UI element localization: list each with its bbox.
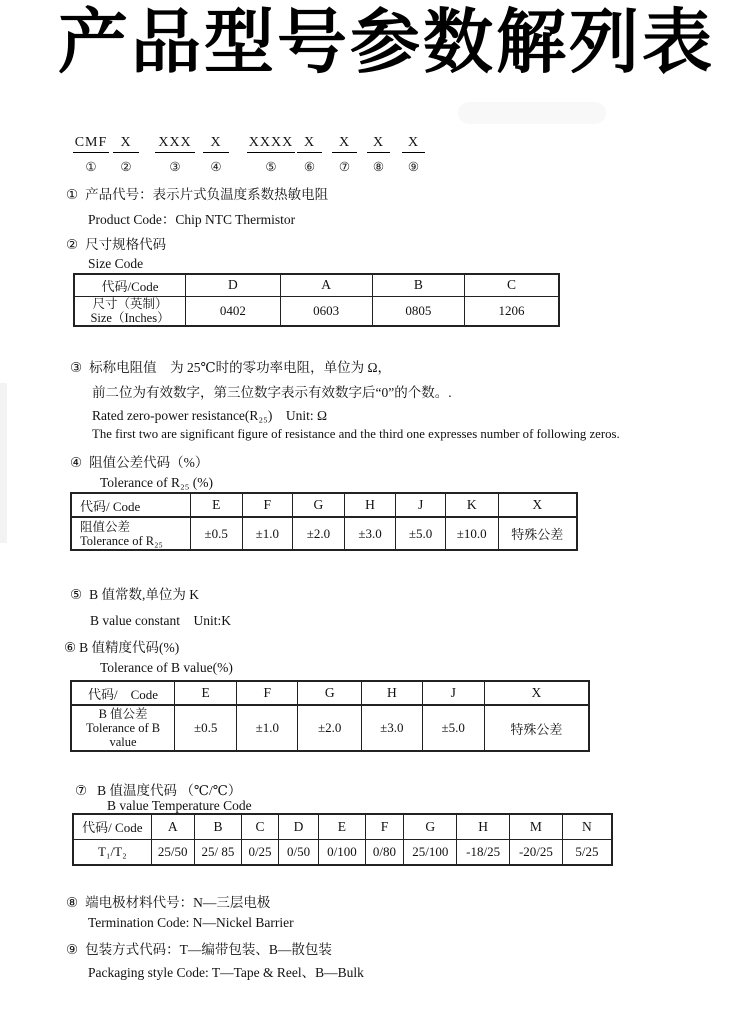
label-line: Size（Inches） <box>90 310 170 325</box>
section-9-cn <box>66 938 332 958</box>
table-header-cell: G <box>298 681 362 705</box>
table-cell: ±3.0 <box>362 705 423 751</box>
table-header-cell: G <box>404 814 457 839</box>
section-text: B 值常数,单位为 K <box>89 587 199 602</box>
section-7-en <box>107 798 252 814</box>
section-text: B 值精度代码(%) <box>79 640 180 655</box>
pn-code: X <box>203 134 229 153</box>
table-cell: ±3.0 <box>344 517 396 550</box>
b-tolerance-table <box>70 680 590 752</box>
pn-segment <box>155 134 195 174</box>
table-cell: 0/50 <box>278 839 318 865</box>
section-6-cn <box>64 636 179 656</box>
section-text: 产品代号：表示片式负温度系数热敏电阻 <box>85 187 329 202</box>
section-text: B 值温度代码 （℃/℃） <box>97 783 242 798</box>
table-cell: -20/25 <box>510 839 563 865</box>
table-header-cell: H <box>344 493 396 517</box>
table-header-cell: B <box>194 814 241 839</box>
table-header-cell: E <box>175 681 237 705</box>
section-text: Tolerance of B value(%) <box>100 660 233 675</box>
pn-segment <box>332 134 357 174</box>
table-cell: 0805 <box>372 296 464 326</box>
circled-number: ⑦ <box>75 783 88 798</box>
table-cell: 25/ 85 <box>194 839 241 865</box>
section-4-en <box>100 475 213 491</box>
table-row <box>73 839 612 865</box>
table-header-cell: E <box>319 814 365 839</box>
table-header-cell: M <box>510 814 563 839</box>
pn-segment <box>113 134 139 174</box>
table-header-cell: 代码/Code <box>74 274 186 296</box>
circled-number: ⑥ <box>64 640 77 655</box>
label-line: 尺寸（英制） <box>92 296 168 311</box>
pn-code: X <box>113 134 139 153</box>
section-7-cn <box>75 779 241 799</box>
table-label-cell <box>74 296 186 326</box>
circled-number: ① <box>66 187 79 202</box>
table-label-cell <box>71 517 190 550</box>
table-cell: 25/50 <box>151 839 194 865</box>
section-8-en <box>88 915 294 931</box>
section-3-cn2 <box>92 381 452 401</box>
part-number-diagram <box>73 134 425 174</box>
pn-circled-number: ⑤ <box>265 160 277 174</box>
table-header-cell: B <box>372 274 464 296</box>
section-text: 包装方式代码：T—编带包装、B—散包装 <box>85 942 332 957</box>
label-line: 阻值公差 <box>80 519 131 534</box>
size-code-table <box>73 273 560 327</box>
section-text: The first two are significant figure of resistance and the third one expresses number of following zeros. <box>92 427 620 441</box>
table-cell: ±5.0 <box>422 705 484 751</box>
table-header-cell: 代码/ Code <box>71 681 175 705</box>
table-header-cell: K <box>445 493 498 517</box>
section-text: B value constant Unit:K <box>90 613 231 628</box>
section-text: 阻值公差代码（%） <box>89 455 209 470</box>
label-line: Tolerance of R₂₅ <box>80 533 163 548</box>
table-header-row <box>71 493 577 517</box>
table-header-cell: E <box>190 493 242 517</box>
table-header-cell: A <box>280 274 372 296</box>
table-header-cell: X <box>484 681 589 705</box>
pn-code: XXXX <box>247 134 295 153</box>
section-9-en <box>88 961 364 981</box>
table-header-row <box>71 681 589 705</box>
table-cell: 0603 <box>280 296 372 326</box>
pn-circled-number: ④ <box>210 160 222 174</box>
table-header-row <box>73 814 612 839</box>
section-3-en2 <box>92 427 620 442</box>
circled-number: ⑤ <box>70 587 83 602</box>
r25-tolerance-table <box>70 492 578 551</box>
pn-code: X <box>332 134 357 153</box>
table-header-row <box>74 274 559 296</box>
pn-code: X <box>367 134 390 153</box>
section-3-cn1 <box>70 356 391 376</box>
table-header-cell: D <box>278 814 318 839</box>
table-header-cell: J <box>422 681 484 705</box>
page-title: 产品型号参数解列表 <box>58 1 715 83</box>
table-header-cell: G <box>293 493 345 517</box>
table-label-cell <box>71 705 175 751</box>
table-cell: ±2.0 <box>293 517 345 550</box>
pn-circled-number: ② <box>120 160 132 174</box>
circled-number: ⑧ <box>66 895 79 910</box>
section-text: Termination Code: N—Nickel Barrier <box>88 915 294 930</box>
table-cell: -18/25 <box>457 839 510 865</box>
section-5-en <box>90 609 231 629</box>
section-text: 标称电阻值 为 25℃时的零功率电阻，单位为 Ω， <box>89 360 391 375</box>
section-text: 尺寸规格代码 <box>85 237 167 252</box>
pn-code: X <box>297 134 322 153</box>
section-text: 端电极材料代号：N—三层电极 <box>85 895 271 910</box>
section-text: Packaging style Code: T—Tape & Reel、B—Bulk <box>88 965 364 980</box>
table-cell: ±0.5 <box>190 517 242 550</box>
pn-circled-number: ① <box>85 160 97 174</box>
section-text: B value Temperature Code <box>107 798 252 813</box>
section-2-cn <box>66 233 166 253</box>
circled-number: ② <box>66 237 79 252</box>
table-label-cell: T₁/T₂ <box>73 839 151 865</box>
section-text: Size Code <box>88 256 144 271</box>
table-header-cell: F <box>237 681 298 705</box>
b-temperature-table <box>72 813 613 866</box>
pn-segment <box>73 134 109 174</box>
pn-segment <box>247 134 295 174</box>
table-header-cell: N <box>562 814 612 839</box>
table-cell: 0/80 <box>365 839 404 865</box>
table-cell: ±10.0 <box>445 517 498 550</box>
table-cell: 25/100 <box>404 839 457 865</box>
table-cell: ±1.0 <box>237 705 298 751</box>
section-5-cn <box>70 583 199 603</box>
pn-code: CMF <box>73 134 109 153</box>
section-text: Tolerance of R₂₅ (%) <box>100 475 214 490</box>
table-cell: 1206 <box>464 296 559 326</box>
section-1-cn <box>66 183 328 203</box>
circled-number: ⑨ <box>66 942 79 957</box>
section-8-cn <box>66 891 270 911</box>
pn-circled-number: ③ <box>169 160 181 174</box>
table-header-cell: A <box>151 814 194 839</box>
table-row <box>71 705 589 751</box>
pn-circled-number: ⑦ <box>338 160 351 174</box>
table-cell: 5/25 <box>562 839 612 865</box>
table-header-cell: J <box>396 493 446 517</box>
section-4-cn <box>70 451 208 471</box>
section-text: 前二位为有效数字，第三位数字表示有效数字后“0”的个数。. <box>92 385 452 400</box>
table-cell: ±5.0 <box>396 517 446 550</box>
section-3-en1 <box>92 404 327 424</box>
table-header-cell: H <box>457 814 510 839</box>
pn-segment <box>367 134 390 174</box>
table-header-cell: H <box>362 681 423 705</box>
table-cell: 0/25 <box>242 839 279 865</box>
table-header-cell: 代码/ Code <box>71 493 190 517</box>
pn-segment <box>203 134 229 174</box>
table-cell: ±2.0 <box>298 705 362 751</box>
table-header-cell: X <box>498 493 577 517</box>
pn-circled-number: ⑧ <box>372 160 385 174</box>
label-line: B 值公差 <box>98 707 148 721</box>
table-row <box>71 517 577 550</box>
pn-code: XXX <box>155 134 195 153</box>
section-1-en <box>88 208 295 228</box>
table-cell: ±1.0 <box>242 517 293 550</box>
table-header-cell: C <box>464 274 559 296</box>
table-cell: 特殊公差 <box>484 705 589 751</box>
section-6-en <box>100 660 233 676</box>
pn-code: X <box>402 134 425 153</box>
scan-artifact-blob <box>458 102 606 124</box>
table-cell: 0/100 <box>319 839 365 865</box>
label-line: Tolerance of B <box>86 721 161 735</box>
label-line: value <box>109 735 137 749</box>
circled-number: ④ <box>70 455 83 470</box>
table-row <box>74 296 559 326</box>
pn-circled-number: ⑥ <box>303 160 316 174</box>
section-text: Product Code：Chip NTC Thermistor <box>88 212 296 227</box>
table-header-cell: D <box>186 274 281 296</box>
table-header-cell: F <box>365 814 404 839</box>
pn-circled-number: ⑨ <box>407 160 420 174</box>
scan-artifact-band <box>0 383 7 543</box>
table-cell: 0402 <box>186 296 281 326</box>
pn-segment <box>402 134 425 174</box>
table-header-cell: C <box>242 814 279 839</box>
table-header-cell: 代码/ Code <box>73 814 151 839</box>
table-cell: 特殊公差 <box>498 517 577 550</box>
section-2-en <box>88 256 143 272</box>
circled-number: ③ <box>70 360 83 375</box>
table-cell: ±0.5 <box>175 705 237 751</box>
table-header-cell: F <box>242 493 293 517</box>
section-text: Rated zero-power resistance(R₂₅) Unit: Ω <box>92 408 327 423</box>
pn-segment <box>297 134 322 174</box>
